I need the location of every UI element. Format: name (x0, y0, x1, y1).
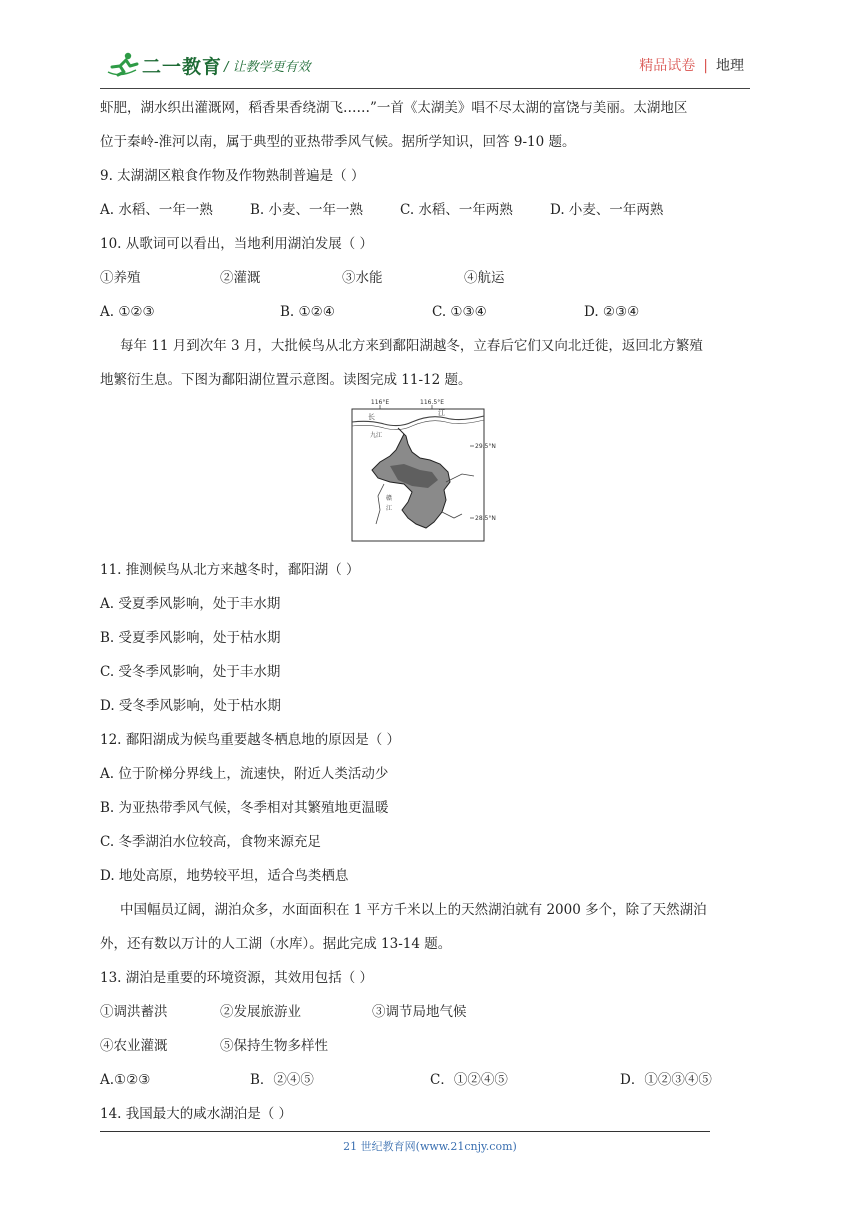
poyang-lake-map (350, 399, 496, 545)
footer-text[interactable]: 21 世纪教育网(www.21cnjy.com) (343, 1140, 517, 1153)
q12-option-a[interactable]: A. 位于阶梯分界线上，流速快，附近人类活动少 (100, 766, 389, 782)
q13-items-row-2 (100, 1036, 328, 1056)
passage2-line-2: 地繁衍生息。下图为鄱阳湖位置示意图。读图完成 11-12 题。 (100, 372, 472, 388)
q10-item-1: ①养殖 (100, 270, 141, 286)
q10-item-3: ③水能 (342, 270, 383, 286)
q13-item-2: ②发展旅游业 (220, 1004, 301, 1020)
intro-line-2: 位于秦岭-淮河以南，属于典型的亚热带季风气候。据所学知识，回答 9-10 题。 (100, 134, 576, 150)
logo-text: 二一教育 (142, 56, 223, 78)
q13-item-3: ③调节局地气候 (372, 1004, 467, 1020)
footer-divider (100, 1131, 710, 1132)
q10-item-2: ②灌溉 (220, 270, 261, 286)
map-label-jiujiang: 九江 (370, 432, 383, 439)
q13-items-row-1 (100, 1002, 467, 1022)
runner-logo-icon (106, 52, 140, 76)
q9-option-b[interactable]: B. 小麦、一年一熟 (250, 202, 364, 218)
q11-option-a[interactable]: A. 受夏季风影响，处于丰水期 (100, 596, 281, 612)
lat-label-295: 29.5°N (475, 443, 496, 450)
q13-item-1: ①调洪蓄洪 (100, 1004, 168, 1020)
q11-stem: 11. 推测候鸟从北方来越冬时，鄱阳湖（ ） (100, 562, 360, 578)
q13-option-a[interactable]: A.①②③ (100, 1072, 151, 1088)
q10-option-d[interactable]: D. ②③④ (584, 304, 640, 320)
q13-item-5: ⑤保持生物多样性 (220, 1038, 328, 1054)
q10-option-a[interactable]: A. ①②③ (100, 304, 155, 320)
q12-option-b[interactable]: B. 为亚热带季风气候，冬季相对其繁殖地更温暖 (100, 800, 389, 816)
q10-option-c[interactable]: C. ①③④ (432, 304, 487, 320)
q9-option-c[interactable]: C. 水稻、一年两熟 (400, 202, 513, 218)
map-label-gan: 赣 (386, 495, 393, 502)
lon-label-116: 116°E (370, 399, 390, 406)
header-divider (100, 88, 750, 89)
q14-stem: 14. 我国最大的咸水湖泊是（ ） (100, 1106, 293, 1122)
q13-option-b[interactable]: B．②④⑤ (250, 1072, 314, 1088)
passage3-line-2: 外，还有数以万计的人工湖（水库）。据此完成 13-14 题。 (100, 936, 452, 952)
q13-options (100, 1070, 712, 1090)
q12-option-d[interactable]: D. 地处高原，地势较平坦，适合鸟类栖息 (100, 868, 349, 884)
passage2-line-1: 每年 11 月到次年 3 月，大批候鸟从北方来到鄱阳湖越冬，立春后它们又向北迁徙，返回北方繁殖 (120, 338, 703, 354)
slogan: / 让教学更有效 (224, 60, 311, 75)
q11-option-b[interactable]: B. 受夏季风影响，处于枯水期 (100, 630, 281, 646)
q9-stem: 9. 太湖湖区粮食作物及作物熟制普遍是（ ） (100, 168, 365, 184)
q13-option-c[interactable]: C．①②④⑤ (430, 1072, 508, 1088)
q9-options (100, 200, 663, 220)
map-label-jiang2: 江 (386, 505, 393, 512)
q13-option-d[interactable]: D．①②③④⑤ (620, 1072, 712, 1088)
page-header (100, 40, 750, 90)
passage3-line-1: 中国幅员辽阔，湖泊众多，水面面积在 1 平方千米以上的天然湖泊就有 2000 多个，除了天然湖泊 (120, 902, 707, 918)
q10-stem: 10. 从歌词可以看出，当地利用湖泊发展（ ） (100, 236, 374, 252)
q10-option-b[interactable]: B. ①②④ (280, 304, 335, 320)
q13-item-4: ④农业灌溉 (100, 1038, 168, 1054)
q9-option-d[interactable]: D. 小麦、一年两熟 (550, 202, 664, 218)
paper-tag: 精品试卷 (639, 58, 696, 74)
q10-items (100, 268, 505, 288)
q11-option-c[interactable]: C. 受冬季风影响，处于丰水期 (100, 664, 281, 680)
header-separator: | (703, 58, 708, 74)
map-label-chang: 长 (368, 413, 375, 421)
q11-option-d[interactable]: D. 受冬季风影响，处于枯水期 (100, 698, 281, 714)
subject-label: 地理 (716, 58, 744, 74)
q12-option-c[interactable]: C. 冬季湖泊水位较高，食物来源充足 (100, 834, 321, 850)
q9-option-a[interactable]: A. 水稻、一年一熟 (100, 202, 213, 218)
q10-item-4: ④航运 (464, 270, 505, 286)
q10-options (100, 302, 639, 322)
map-label-jiang: 江 (438, 409, 445, 417)
q13-stem: 13. 湖泊是重要的环境资源，其效用包括（ ） (100, 970, 374, 986)
header-right (639, 55, 744, 75)
lat-label-285: 28.5°N (475, 515, 496, 522)
intro-line-1: 虾肥，湖水织出灌溉网，稻香果香绕湖飞……”一首《太湖美》唱不尽太湖的富饶与美丽。太湖地区 (100, 100, 688, 116)
lon-label-1165: 116.5°E (420, 399, 444, 406)
q12-stem: 12. 鄱阳湖成为候鸟重要越冬栖息地的原因是（ ） (100, 732, 401, 748)
